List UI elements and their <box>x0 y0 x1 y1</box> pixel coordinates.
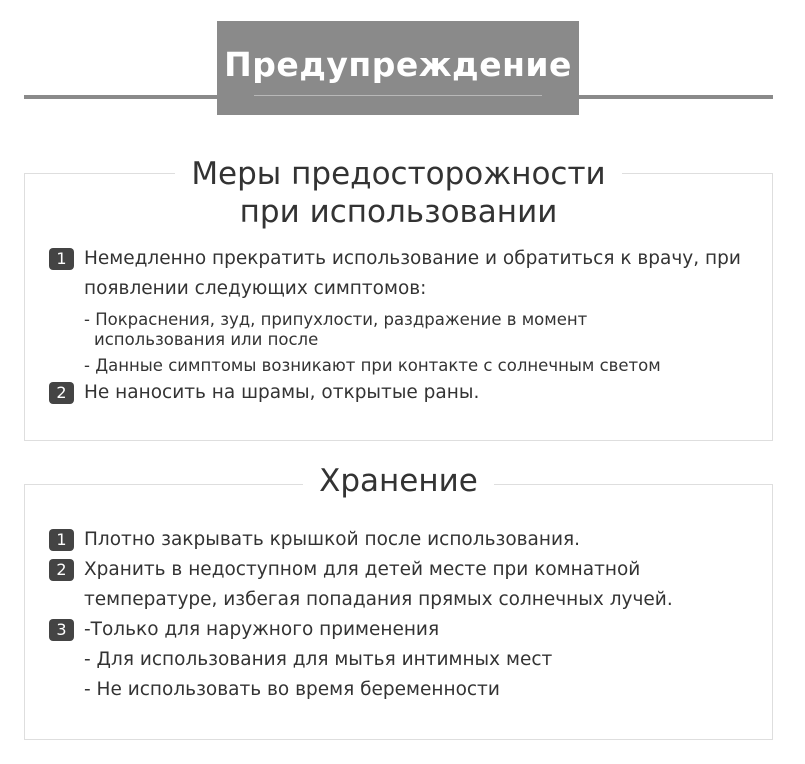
storage-panel <box>24 463 773 740</box>
storage-title-text: Хранение <box>303 466 494 497</box>
header-banner <box>217 21 579 115</box>
list-item <box>49 555 754 615</box>
precautions-title-line2: при использовании <box>239 194 558 230</box>
list-item <box>49 244 754 304</box>
precautions-title-line1: Меры предосторожности <box>191 156 606 192</box>
item-number-badge: 2 <box>49 382 74 404</box>
storage-title <box>25 463 772 499</box>
item-text: Не наносить на шрамы, открытые раны. <box>84 382 480 403</box>
item-text: Немедленно прекратить использование и обратиться к врачу, при появлении следующих симптомов: <box>84 248 741 299</box>
item-text: Хранить в недоступном для детей месте при комнатной температуре, избегая попадания прямых солнечных лучей. <box>84 559 673 610</box>
item-number-badge: 3 <box>49 619 74 641</box>
sub-item: - Не использовать во время беременности <box>84 679 500 700</box>
list-item <box>49 525 754 555</box>
sub-item: - Для использования для мытья интимных мест <box>84 649 553 670</box>
page-title: Предупреждение <box>224 44 572 84</box>
item-text: Плотно закрывать крышкой после использования. <box>84 529 581 550</box>
item-number-badge: 1 <box>49 529 74 551</box>
storage-list <box>49 525 754 705</box>
precautions-panel <box>24 156 773 441</box>
sub-item: использования или после <box>94 330 319 349</box>
precautions-title-text <box>175 155 621 231</box>
item-number-badge: 1 <box>49 248 74 270</box>
list-item <box>49 615 754 645</box>
sub-item: - Покраснения, зуд, припухлости, раздражение в момент <box>84 310 588 329</box>
header-underline <box>254 95 542 96</box>
precautions-list <box>49 244 754 408</box>
precautions-title <box>25 155 772 231</box>
list-item <box>49 378 754 408</box>
item-number-badge: 2 <box>49 559 74 581</box>
sub-item: - Данные симптомы возникают при контакте с солнечным светом <box>84 356 661 375</box>
item-text: -Только для наружного применения <box>84 619 440 640</box>
